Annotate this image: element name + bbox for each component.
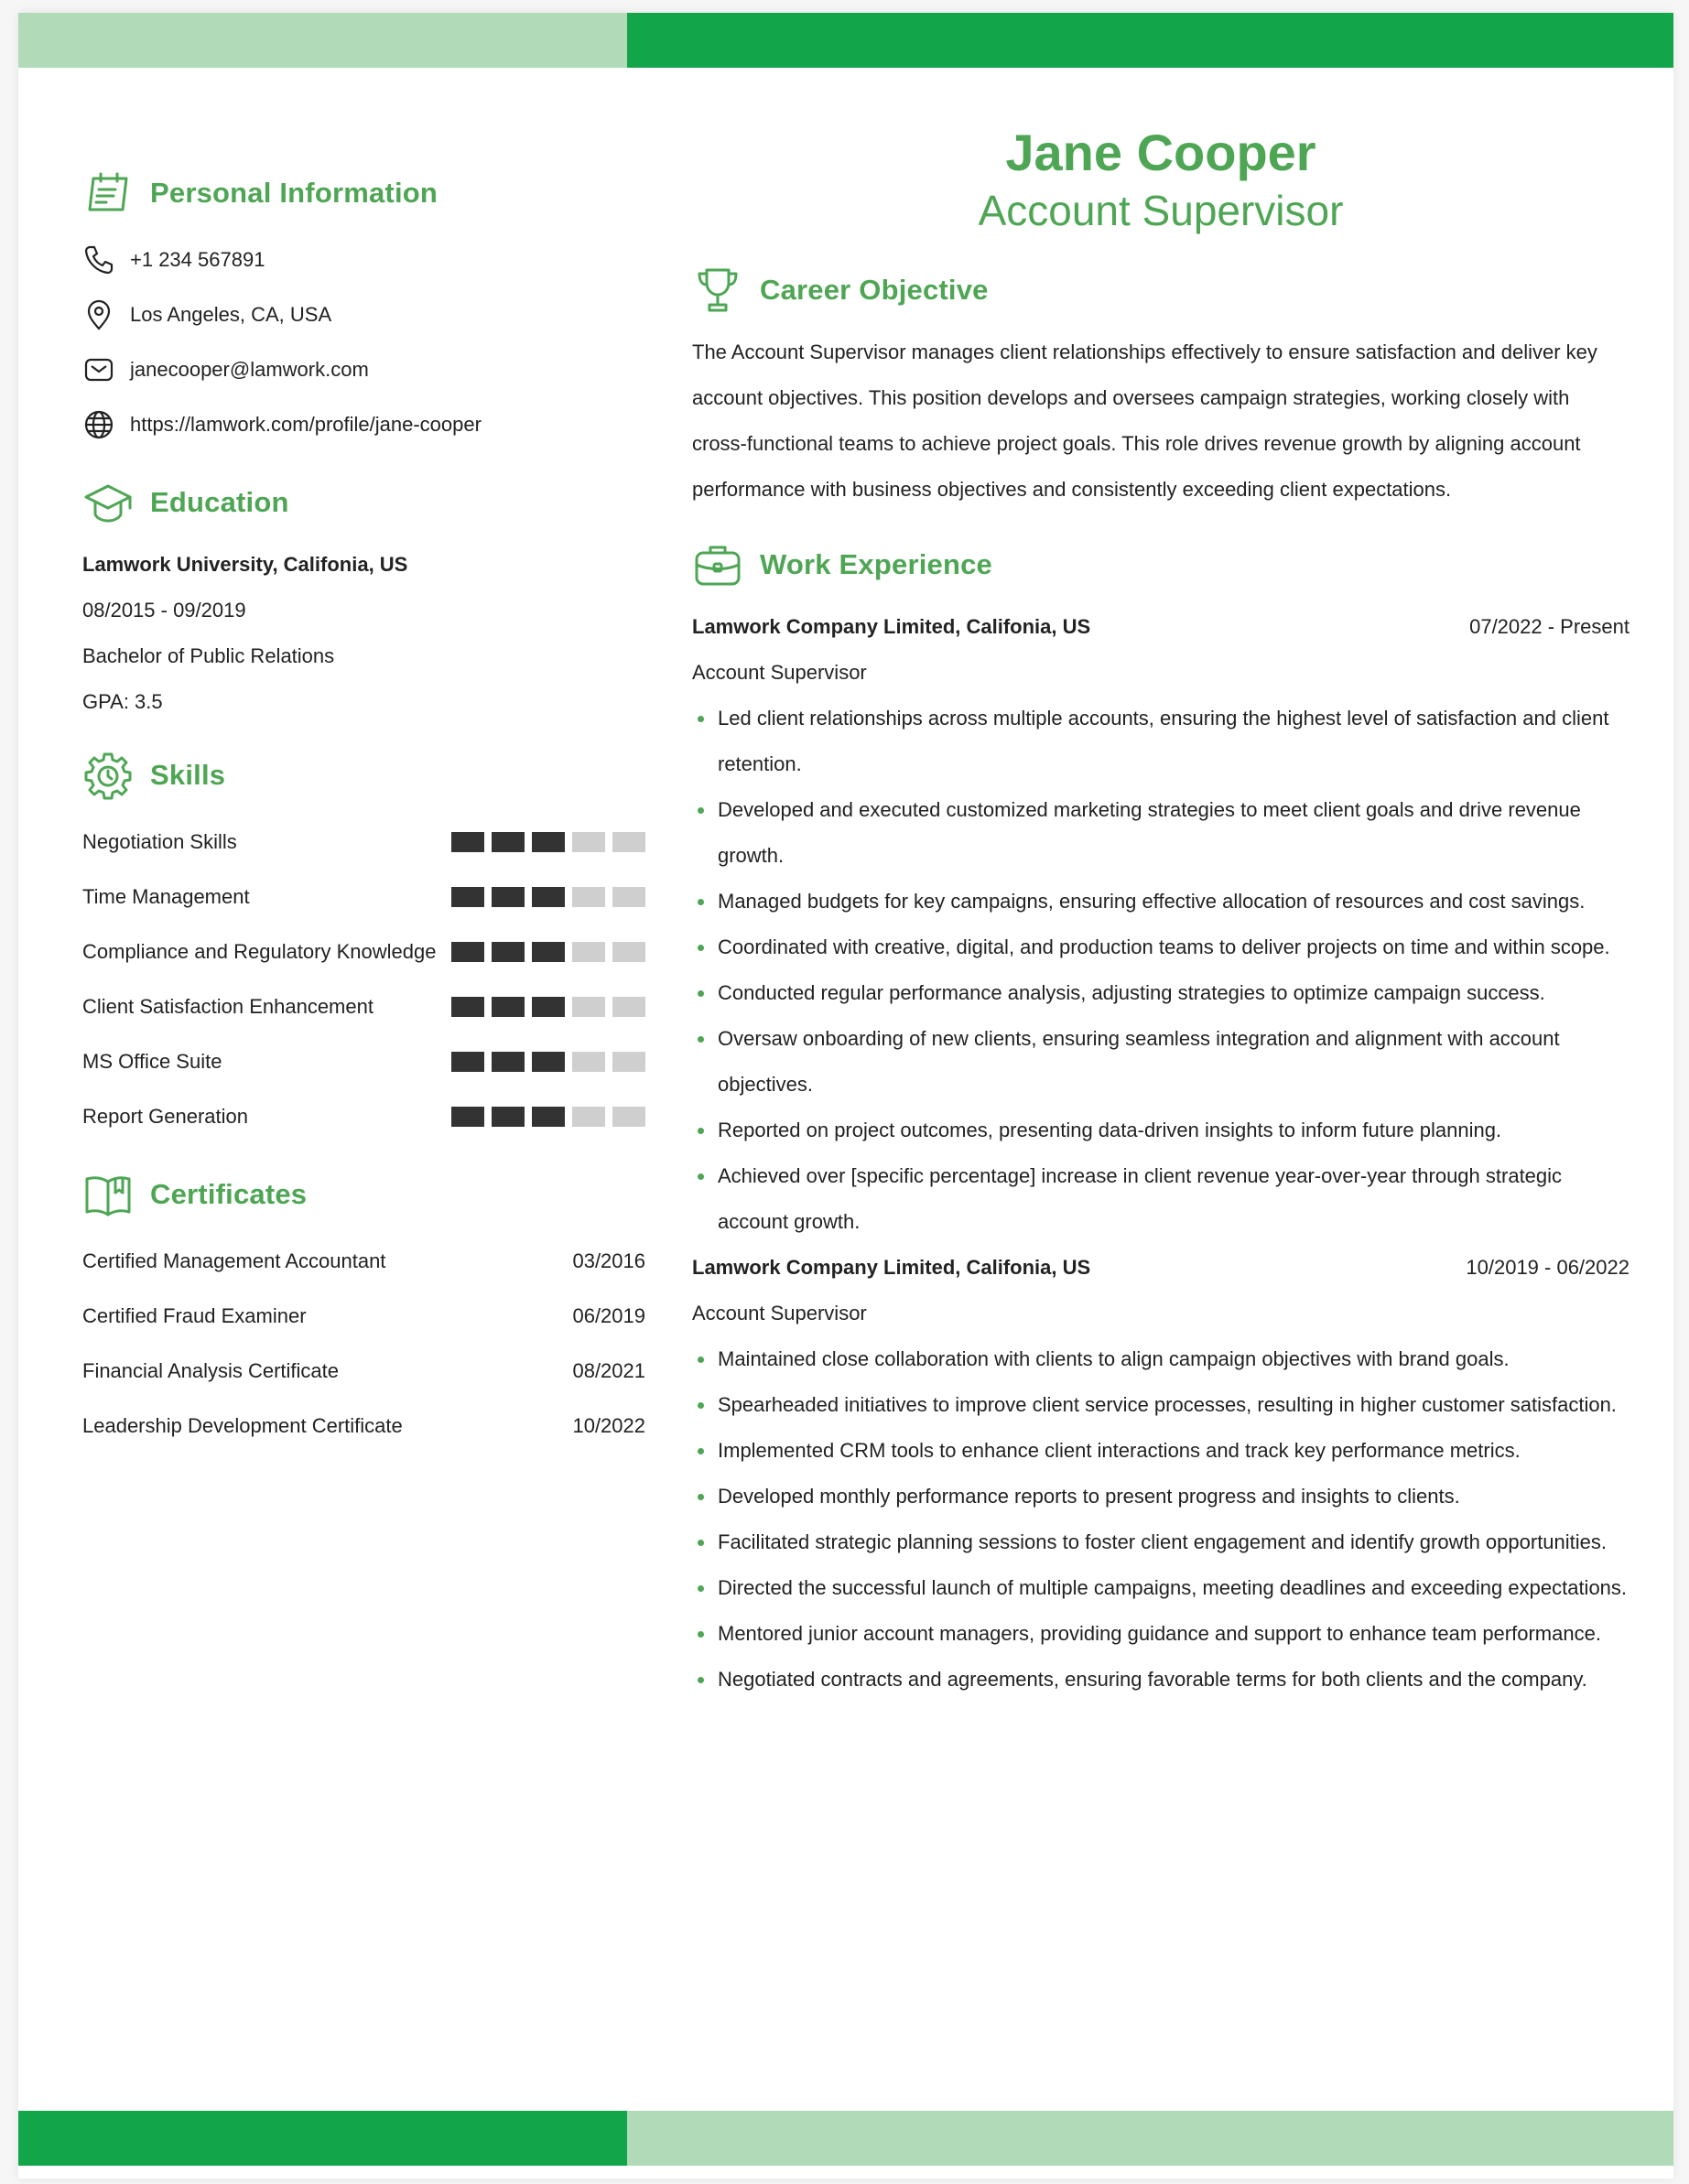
list-item: Developed and executed customized marketing strategies to meet client goals and drive revenue growth.	[692, 787, 1629, 879]
education-gpa: GPA: 3.5	[82, 690, 163, 713]
skill-row	[82, 979, 645, 1034]
bottom-bar-light	[627, 2111, 1673, 2166]
skill-level-meter	[451, 997, 645, 1017]
skill-row	[82, 815, 645, 870]
skill-level-meter	[451, 1052, 645, 1072]
job-header	[692, 604, 1629, 650]
skill-level-block	[532, 832, 565, 852]
job-role: Account Supervisor	[692, 661, 867, 684]
skill-level-block	[492, 997, 525, 1017]
skill-name: Client Satisfaction Enhancement	[82, 995, 374, 1018]
skill-level-block	[451, 1107, 484, 1127]
list-item: Conducted regular performance analysis, adjusting strategies to optimize campaign success.	[692, 970, 1629, 1016]
education-header	[82, 469, 645, 536]
graduation-cap-icon	[82, 477, 134, 528]
skill-level-block	[532, 887, 565, 907]
certificate-name: Financial Analysis Certificate	[82, 1359, 340, 1382]
skill-level-block	[612, 1052, 645, 1072]
experience-header	[692, 531, 1629, 599]
personal-info-header	[82, 159, 645, 227]
skill-name: MS Office Suite	[82, 1050, 222, 1073]
job-company: Lamwork Company Limited, Califonia, US	[692, 615, 1091, 638]
job-dates: 07/2022 - Present	[1469, 615, 1629, 638]
id-card-icon	[82, 168, 134, 219]
list-item: Managed budgets for key campaigns, ensuring effective allocation of resources and cost savings.	[692, 879, 1629, 924]
certificate-row	[82, 1234, 645, 1289]
certificate-row	[82, 1289, 645, 1344]
bottom-bar-dark	[18, 2111, 627, 2166]
left-column	[82, 159, 645, 1454]
skill-name: Compliance and Regulatory Knowledge	[82, 940, 437, 963]
gear-clock-icon	[82, 750, 134, 801]
phone-icon	[82, 243, 115, 276]
skill-row	[82, 1034, 645, 1089]
skill-level-block	[612, 942, 645, 962]
education-school: Lamwork University, Califonia, US	[82, 553, 408, 576]
skill-level-block	[451, 942, 484, 962]
open-book-icon	[82, 1169, 134, 1220]
skill-level-block	[612, 832, 645, 852]
skill-level-block	[572, 887, 605, 907]
website-value[interactable]: https://lamwork.com/profile/jane-cooper	[130, 413, 482, 436]
job-entry	[692, 1245, 1629, 1703]
skill-level-block	[572, 1052, 605, 1072]
skill-level-block	[492, 1107, 525, 1127]
trophy-icon	[692, 265, 743, 316]
job-header	[692, 1245, 1629, 1291]
section-title: Certificates	[150, 1178, 308, 1210]
phone-value[interactable]: +1 234 567891	[130, 248, 265, 271]
skill-row	[82, 1089, 645, 1144]
certificate-date: 03/2016	[572, 1249, 645, 1272]
contact-phone	[82, 232, 645, 287]
certificate-row	[82, 1399, 645, 1454]
skill-level-block	[532, 997, 565, 1017]
job-role: Account Supervisor	[692, 1302, 867, 1324]
certificate-date: 08/2021	[572, 1359, 645, 1382]
skill-level-block	[451, 887, 484, 907]
skill-name: Negotiation Skills	[82, 830, 237, 853]
certificate-row	[82, 1344, 645, 1399]
list-item: Negotiated contracts and agreements, ensuring favorable terms for both clients and the company.	[692, 1657, 1629, 1703]
list-item: Maintained close collaboration with clients to align campaign objectives with brand goals.	[692, 1336, 1629, 1382]
skills-header	[82, 741, 645, 809]
list-item: Achieved over [specific percentage] increase in client revenue year-over-year through strategic account growth.	[692, 1153, 1629, 1245]
list-item: Coordinated with creative, digital, and production teams to deliver projects on time and within scope.	[692, 924, 1629, 970]
contact-email	[82, 342, 645, 397]
list-item: Reported on project outcomes, presenting data-driven insights to inform future planning.	[692, 1108, 1629, 1153]
job-company: Lamwork Company Limited, Califonia, US	[692, 1256, 1091, 1279]
globe-icon	[82, 408, 115, 441]
list-item: Implemented CRM tools to enhance client interactions and track key performance metrics.	[692, 1428, 1629, 1474]
skill-level-block	[451, 832, 484, 852]
skill-level-block	[532, 1107, 565, 1127]
resume-page	[18, 13, 1673, 2179]
skills-list	[82, 815, 645, 1144]
skill-level-block	[572, 997, 605, 1017]
certificates-header	[82, 1161, 645, 1228]
skill-name: Time Management	[82, 885, 250, 908]
certificates-list	[82, 1234, 645, 1454]
certificate-date: 10/2022	[572, 1414, 645, 1437]
skill-row	[82, 870, 645, 924]
list-item: Directed the successful launch of multiple campaigns, meeting deadlines and exceeding expectations.	[692, 1565, 1629, 1611]
skill-level-block	[572, 1107, 605, 1127]
section-title: Education	[150, 486, 289, 518]
job-bullets	[692, 1336, 1629, 1703]
contact-website	[82, 397, 645, 452]
skill-level-block	[612, 997, 645, 1017]
skill-level-meter	[451, 1107, 645, 1127]
skill-level-block	[532, 942, 565, 962]
skill-level-block	[612, 887, 645, 907]
skill-level-block	[492, 1052, 525, 1072]
candidate-title: Account Supervisor	[978, 187, 1344, 234]
skill-level-block	[612, 1107, 645, 1127]
candidate-name: Jane Cooper	[1005, 124, 1316, 181]
education-dates: 08/2015 - 09/2019	[82, 599, 246, 622]
certificate-name: Leadership Development Certificate	[82, 1414, 403, 1437]
skill-name: Report Generation	[82, 1105, 248, 1128]
skill-level-meter	[451, 832, 645, 852]
job-bullets	[692, 696, 1629, 1245]
skill-level-block	[492, 887, 525, 907]
skill-row	[82, 924, 645, 979]
skill-level-meter	[451, 887, 645, 907]
skill-level-block	[492, 942, 525, 962]
list-item: Led client relationships across multiple accounts, ensuring the highest level of satisfaction and client retention.	[692, 696, 1629, 787]
job-entry	[692, 604, 1629, 1245]
jobs-list	[692, 604, 1629, 1703]
education-degree: Bachelor of Public Relations	[82, 644, 335, 667]
right-column	[692, 123, 1629, 1703]
skill-level-block	[451, 1052, 484, 1072]
skill-level-block	[572, 942, 605, 962]
list-item: Spearheaded initiatives to improve client service processes, resulting in higher customer satisfaction.	[692, 1382, 1629, 1428]
location-value: Los Angeles, CA, USA	[130, 303, 332, 326]
contact-location	[82, 287, 645, 342]
list-item: Mentored junior account managers, providing guidance and support to enhance team performance.	[692, 1611, 1629, 1657]
briefcase-icon	[692, 539, 743, 590]
skill-level-meter	[451, 942, 645, 962]
section-title: Personal Information	[150, 177, 438, 209]
skill-level-block	[451, 997, 484, 1017]
section-title: Skills	[150, 759, 226, 791]
job-dates: 10/2019 - 06/2022	[1466, 1256, 1629, 1279]
skill-level-block	[572, 832, 605, 852]
certificate-date: 06/2019	[572, 1304, 645, 1327]
list-item: Developed monthly performance reports to present progress and insights to clients.	[692, 1474, 1629, 1519]
location-pin-icon	[82, 298, 115, 331]
section-title: Work Experience	[760, 548, 992, 580]
skill-level-block	[492, 832, 525, 852]
section-title: Career Objective	[760, 274, 989, 306]
objective-text: The Account Supervisor manages client relationships effectively to ensure satisfaction and deliver key account objectives. This position develops and oversees campaign strategies, working closely with cross-functional teams to achieve project goals. This role drives revenue growth by aligning account performance with business objectives and consistently exceeding client expectations.	[692, 341, 1597, 501]
certificate-name: Certified Fraud Examiner	[82, 1304, 307, 1327]
top-bar-light	[18, 13, 627, 68]
skill-level-block	[532, 1052, 565, 1072]
mail-icon	[82, 353, 115, 386]
certificate-name: Certified Management Accountant	[82, 1249, 386, 1272]
objective-header	[692, 256, 1629, 324]
top-bar-dark	[627, 13, 1673, 68]
list-item: Oversaw onboarding of new clients, ensuring seamless integration and alignment with account objectives.	[692, 1016, 1629, 1108]
list-item: Facilitated strategic planning sessions to foster client engagement and identify growth opportunities.	[692, 1519, 1629, 1565]
email-value[interactable]: janecooper@lamwork.com	[130, 358, 369, 381]
